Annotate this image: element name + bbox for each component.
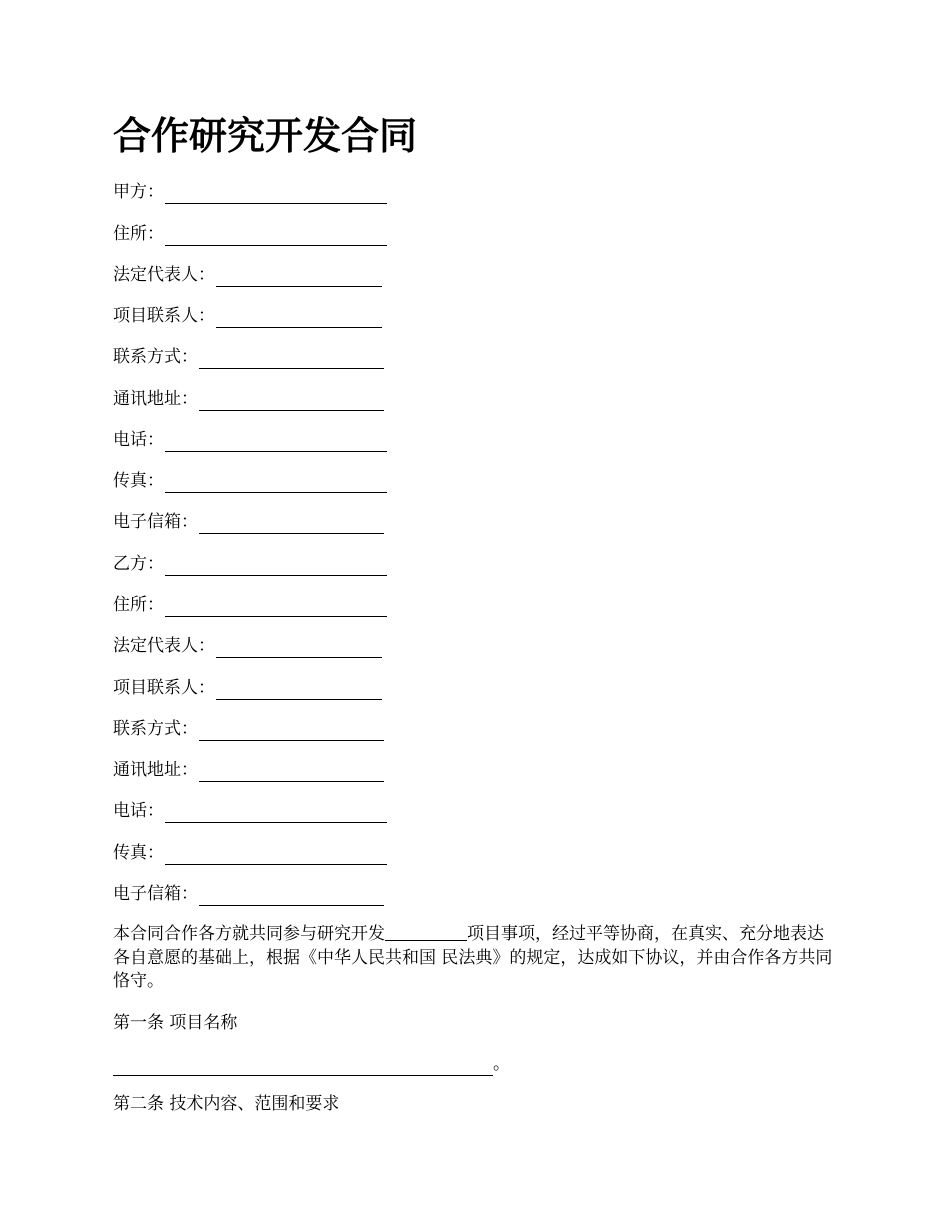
fill-blank[interactable]	[199, 350, 384, 369]
party-b-email-field	[113, 882, 384, 906]
field-label: 传真：	[113, 843, 164, 863]
party-a-contact-person-field	[113, 304, 382, 328]
fill-blank[interactable]	[165, 185, 387, 204]
field-label: 联系方式：	[113, 719, 198, 739]
fill-blank[interactable]	[199, 392, 384, 411]
party-b-contact-method-field	[113, 717, 384, 741]
field-label: 甲方：	[113, 182, 164, 202]
field-label: 项目联系人：	[113, 306, 215, 326]
fill-blank[interactable]	[216, 681, 382, 700]
fill-blank[interactable]	[199, 515, 384, 534]
party-a-name-field	[113, 180, 387, 204]
field-label: 电子信箱：	[113, 512, 198, 532]
fill-blank[interactable]	[216, 309, 382, 328]
fill-blank[interactable]	[199, 722, 384, 741]
party-b-address-field	[113, 593, 387, 617]
field-label: 住所：	[113, 224, 164, 244]
party-a-phone-field	[113, 428, 387, 452]
fill-blank[interactable]	[216, 639, 382, 658]
intro-text-part2: 项目事项，经过平等协商，在真实、充分地表达各自意愿的基础上，根据《中华人民共和国 民法典》的规定，达成如下协议，并由合作各方共同恪守。	[113, 924, 833, 991]
field-label: 联系方式：	[113, 347, 198, 367]
party-a-email-field	[113, 510, 384, 534]
party-b-contact-person-field	[113, 676, 382, 700]
field-label: 法定代表人：	[113, 636, 215, 656]
party-b-phone-field	[113, 799, 387, 823]
field-label: 传真：	[113, 471, 164, 491]
party-b-legal-rep-field	[113, 634, 382, 658]
party-b-mailing-address-field	[113, 758, 384, 782]
project-name-blank[interactable]	[385, 924, 467, 941]
fill-blank[interactable]	[199, 763, 384, 782]
fill-blank[interactable]	[165, 474, 387, 493]
fill-blank[interactable]	[165, 557, 387, 576]
fill-blank[interactable]	[165, 598, 387, 617]
field-label: 乙方：	[113, 554, 164, 574]
field-label: 通讯地址：	[113, 389, 198, 409]
article-2-heading: 第二条 技术内容、范围和要求	[113, 1094, 340, 1114]
line-end-punctuation: 。	[493, 1054, 510, 1074]
field-label: 通讯地址：	[113, 760, 198, 780]
party-a-mailing-address-field	[113, 387, 384, 411]
field-label: 住所：	[113, 595, 164, 615]
intro-text-part1: 本合同合作各方就共同参与研究开发	[113, 924, 385, 944]
fill-blank[interactable]	[216, 268, 382, 287]
fill-blank[interactable]	[113, 1057, 493, 1076]
party-b-fax-field	[113, 841, 387, 865]
party-a-contact-method-field	[113, 345, 384, 369]
page-title: 合作研究开发合同	[113, 113, 418, 158]
fill-blank[interactable]	[165, 804, 387, 823]
article-1-project-name-line	[113, 1052, 510, 1076]
fill-blank[interactable]	[165, 846, 387, 865]
party-b-name-field	[113, 552, 387, 576]
intro-paragraph	[113, 923, 833, 994]
field-label: 电话：	[113, 430, 164, 450]
field-label: 电话：	[113, 801, 164, 821]
field-label: 电子信箱：	[113, 884, 198, 904]
party-a-legal-rep-field	[113, 263, 382, 287]
article-1-heading: 第一条 项目名称	[113, 1013, 238, 1033]
field-label: 项目联系人：	[113, 678, 215, 698]
field-label: 法定代表人：	[113, 265, 215, 285]
fill-blank[interactable]	[199, 887, 384, 906]
fill-blank[interactable]	[165, 227, 387, 246]
party-a-fax-field	[113, 469, 387, 493]
party-a-address-field	[113, 222, 387, 246]
fill-blank[interactable]	[165, 433, 387, 452]
